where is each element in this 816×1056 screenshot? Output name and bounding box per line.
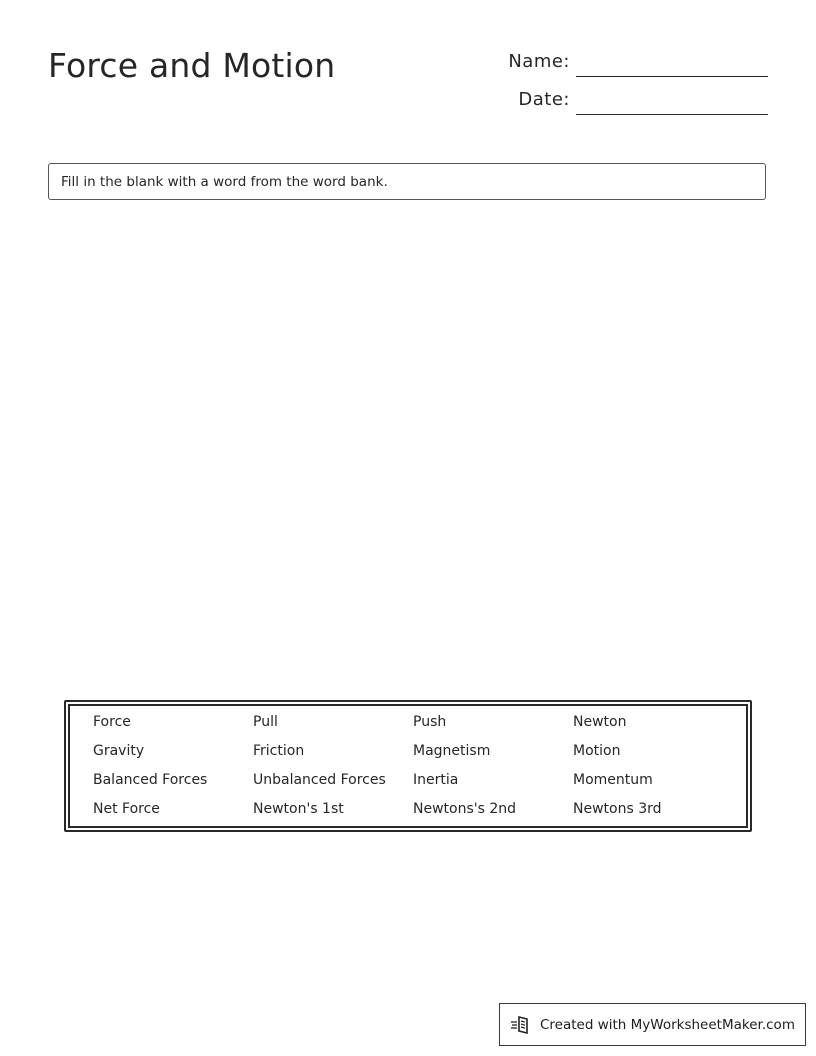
word-bank [64, 700, 752, 832]
word-bank-item: Force [93, 714, 131, 730]
date-field-row [470, 88, 768, 118]
word-bank-item: Motion [573, 743, 621, 759]
word-bank-item: Newtons's 2nd [413, 801, 517, 817]
name-blank-line[interactable] [576, 76, 768, 77]
worksheet-maker-logo-icon [510, 1014, 532, 1036]
word-bank-item: Newtons 3rd [573, 801, 662, 817]
date-label: Date: [518, 89, 570, 110]
word-bank-grid [93, 713, 733, 829]
word-bank-item: Balanced Forces [93, 772, 208, 788]
word-bank-item: Inertia [413, 772, 459, 788]
name-label: Name: [508, 51, 570, 72]
word-bank-item: Unbalanced Forces [253, 772, 386, 788]
word-bank-item: Net Force [93, 801, 160, 817]
name-field-row [470, 50, 768, 80]
word-bank-item: Magnetism [413, 743, 491, 759]
word-bank-inner-border [68, 704, 748, 828]
page-title: Force and Motion [48, 46, 336, 85]
footer-credit-text: Created with MyWorksheetMaker.com [540, 1016, 795, 1033]
word-bank-item: Pull [253, 714, 278, 730]
word-bank-item: Friction [253, 743, 305, 759]
word-bank-item: Newton's 1st [253, 801, 344, 817]
word-bank-item: Gravity [93, 743, 145, 759]
word-bank-item: Push [413, 714, 447, 730]
footer-credit-badge[interactable] [499, 1003, 806, 1046]
word-bank-item: Momentum [573, 772, 653, 788]
word-bank-item: Newton [573, 714, 627, 730]
instructions-text: Fill in the blank with a word from the word bank. [61, 174, 388, 190]
date-blank-line[interactable] [576, 114, 768, 115]
instructions-box [48, 163, 766, 200]
